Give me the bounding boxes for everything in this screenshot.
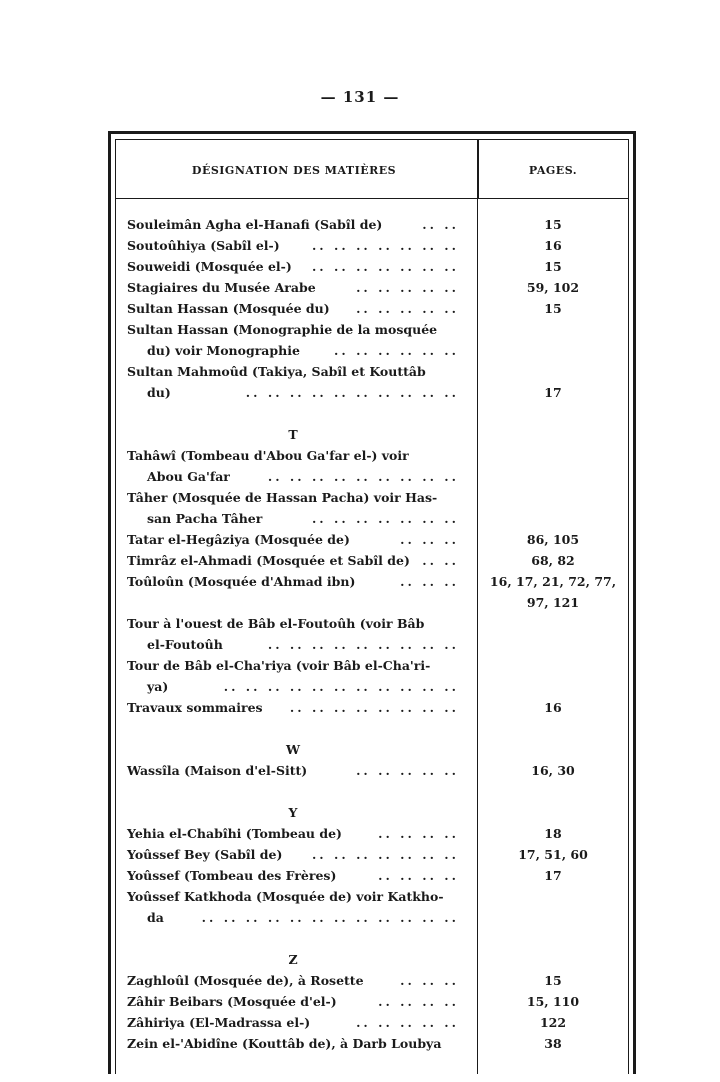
- page-reference: 16, 17, 21, 72, 77,: [489, 574, 617, 589]
- page-reference: 59, 102: [526, 280, 580, 295]
- entry-text: Timrâz el-Ahmadi (Mosquée et Sabîl de): [127, 553, 410, 568]
- dot-leader: .. .. .. .. .. .. .. .. ..: [267, 637, 459, 652]
- index-entry: [127, 235, 459, 256]
- spacer-row: [127, 718, 459, 739]
- dot-leader: .. .. .. .. .. .. .. .. .. ..: [245, 385, 459, 400]
- page-reference: [478, 886, 628, 907]
- entry-text: Yoûssef (Tombeau des Frères): [127, 868, 337, 883]
- entry-text: Tahâwî (Tombeau d'Abou Ga'far el-) voir: [127, 448, 409, 463]
- page-reference: 15: [544, 973, 562, 988]
- entry-text: du) voir Monographie: [147, 343, 300, 358]
- entry-text: el-Foutoûh: [147, 637, 223, 652]
- section-letter: [127, 802, 459, 823]
- entry-text: Zein el-'Abidîne (Kouttâb de), à Darb Loubya: [127, 1036, 442, 1051]
- section-letter-text: W: [285, 742, 301, 757]
- dot-leader: .. ..: [422, 553, 459, 568]
- page-reference: [478, 424, 628, 445]
- dot-leader: .. .. ..: [400, 574, 459, 589]
- index-entry: [127, 466, 459, 487]
- section-letter-text: Y: [288, 805, 298, 820]
- page-reference: [478, 802, 628, 823]
- entry-text: Tour de Bâb el-Cha'riya (voir Bâb el-Cha'ri-: [127, 658, 431, 673]
- page-reference: 68, 82: [531, 553, 575, 568]
- index-entry: [127, 361, 459, 382]
- entry-text: Stagiaires du Musée Arabe: [127, 280, 316, 295]
- entry-text: Yehia el-Chabîhi (Tombeau de): [127, 826, 342, 841]
- index-entry: [127, 340, 459, 361]
- dot-leader: .. .. .. ..: [378, 868, 459, 883]
- index-entry: [127, 655, 459, 676]
- section-letter-text: Z: [288, 952, 298, 967]
- index-entry: [127, 508, 459, 529]
- index-entry: [127, 613, 459, 634]
- index-entry: [127, 592, 459, 613]
- entry-text: Soutoûhiya (Sabîl el-): [127, 238, 280, 253]
- dot-leader: .. ..: [422, 217, 459, 232]
- entry-text: Wassîla (Maison d'el-Sitt): [127, 763, 308, 778]
- index-entry: [127, 445, 459, 466]
- page-reference: 38: [544, 1036, 562, 1051]
- page-reference: [478, 466, 628, 487]
- page-reference: [478, 508, 628, 529]
- entry-text: Sultan Mahmoûd (Takiya, Sabîl et Kouttâb: [127, 364, 426, 379]
- index-entry: [127, 256, 459, 277]
- column-header-designation: DÉSIGNATION DES MATIÈRES: [191, 164, 397, 177]
- page-reference: [478, 907, 628, 928]
- page-reference: [478, 928, 628, 949]
- page-reference: [478, 487, 628, 508]
- page-reference: 15: [544, 301, 562, 316]
- entry-text: du): [147, 385, 171, 400]
- page-reference: 17, 51, 60: [518, 847, 588, 862]
- section-letter: [127, 424, 459, 445]
- page-reference: [478, 613, 628, 634]
- page-reference: 17: [544, 385, 562, 400]
- dot-leader: .. .. .. .. ..: [356, 1015, 459, 1030]
- page-reference: [478, 340, 628, 361]
- dot-leader: .. .. .. .. .. .. .. .. .. .. ..: [223, 679, 459, 694]
- entry-text: Zâhiriya (El-Madrassa el-): [127, 1015, 311, 1030]
- index-entry: [127, 529, 459, 550]
- index-entry: [127, 487, 459, 508]
- page-reference: [478, 718, 628, 739]
- page-reference: 15, 110: [526, 994, 580, 1009]
- entry-text: Yoûssef Bey (Sabîl de): [127, 847, 283, 862]
- index-entry: [127, 214, 459, 235]
- entry-text: Tâher (Mosquée de Hassan Pacha) voir Has-: [127, 490, 438, 505]
- index-entry: [127, 697, 459, 718]
- page-reference: [478, 361, 628, 382]
- index-entry: [127, 550, 459, 571]
- index-entry: [127, 277, 459, 298]
- entry-text: Tour à l'ouest de Bâb el-Foutoûh (voir Bâb: [127, 616, 425, 631]
- index-entry: [127, 886, 459, 907]
- page-reference: [478, 739, 628, 760]
- entry-text: Toûloûn (Mosquée d'Ahmad ibn): [127, 574, 356, 589]
- dot-leader: .. .. .. .. .. .. .. .. ..: [267, 469, 459, 484]
- entry-text: Tatar el-Hegâziya (Mosquée de): [127, 532, 350, 547]
- header-bottom-rule: [115, 198, 629, 199]
- section-letter: [127, 739, 459, 760]
- table-inner-top-rule: [115, 139, 629, 140]
- page-reference: 16: [544, 238, 562, 253]
- entry-text: Sultan Hassan (Mosquée du): [127, 301, 330, 316]
- dot-leader: .. .. .. ..: [378, 826, 459, 841]
- index-entry: [127, 970, 459, 991]
- page-reference: 122: [539, 1015, 567, 1030]
- dot-leader: .. .. .. .. ..: [356, 280, 459, 295]
- page-reference: [478, 949, 628, 970]
- dot-leader: .. .. ..: [400, 973, 459, 988]
- dot-leader: .. .. .. .. ..: [356, 301, 459, 316]
- index-entry: [127, 298, 459, 319]
- entry-text: da: [147, 910, 164, 925]
- spacer-row: [127, 403, 459, 424]
- index-entry: [127, 823, 459, 844]
- table-inner-left-rule: [115, 139, 116, 1074]
- page-reference: [478, 676, 628, 697]
- dot-leader: .. .. .. .. .. .. ..: [311, 238, 459, 253]
- dot-leader: .. .. ..: [400, 532, 459, 547]
- dot-leader: .. .. .. .. .. ..: [334, 343, 459, 358]
- entry-text: Souleimân Agha el-Hanafi (Sabîl de): [127, 217, 383, 232]
- page-reference: 86, 105: [526, 532, 580, 547]
- index-entry: [127, 907, 459, 928]
- entry-text: san Pacha Tâher: [147, 511, 263, 526]
- spacer-row: [127, 928, 459, 949]
- spacer-row: [127, 781, 459, 802]
- page-reference: 16: [544, 700, 562, 715]
- page-reference: 17: [544, 868, 562, 883]
- index-entry: [127, 382, 459, 403]
- page-reference: [478, 655, 628, 676]
- index-entry: [127, 844, 459, 865]
- dot-leader: .. .. .. ..: [378, 994, 459, 1009]
- page-reference: 15: [544, 217, 562, 232]
- index-entry: [127, 319, 459, 340]
- page-reference: [478, 634, 628, 655]
- page-reference: [478, 445, 628, 466]
- entry-text: ya): [147, 679, 169, 694]
- index-entry: [127, 991, 459, 1012]
- index-entry: [127, 760, 459, 781]
- page-reference: [478, 403, 628, 424]
- page-reference: [478, 781, 628, 802]
- page-reference: 18: [544, 826, 562, 841]
- page-number: — 131 —: [320, 88, 400, 106]
- dot-leader: .. .. .. .. ..: [356, 763, 459, 778]
- section-letter-text: T: [288, 427, 298, 442]
- entry-text: Abou Ga'far: [147, 469, 230, 484]
- dot-leader: .. .. .. .. .. .. ..: [311, 847, 459, 862]
- page-reference: 97, 121: [526, 595, 580, 610]
- page-reference: 16, 30: [531, 763, 575, 778]
- column-header-pages: PAGES.: [528, 164, 578, 177]
- section-letter: [127, 949, 459, 970]
- index-entry: [127, 676, 459, 697]
- index-entry: [127, 634, 459, 655]
- dot-leader: .. .. .. .. .. .. ..: [311, 511, 459, 526]
- index-entry: [127, 1012, 459, 1033]
- index-entry: [127, 571, 459, 592]
- entry-text: Zaghloûl (Mosquée de), à Rosette: [127, 973, 364, 988]
- page-references: [478, 214, 628, 1054]
- page-reference: [478, 319, 628, 340]
- table-inner-right-rule: [628, 139, 629, 1074]
- entry-text: Yoûssef Katkhoda (Mosquée de) voir Katkho-: [127, 889, 444, 904]
- index-entry: [127, 865, 459, 886]
- index-entries: [127, 214, 459, 1054]
- dot-leader: .. .. .. .. .. .. .. ..: [289, 700, 459, 715]
- entry-text: Souweidi (Mosquée el-): [127, 259, 292, 274]
- entry-text: Travaux sommaires: [127, 700, 263, 715]
- index-entry: [127, 1033, 459, 1054]
- page-reference: 15: [544, 259, 562, 274]
- dot-leader: .. .. .. .. .. .. ..: [311, 259, 459, 274]
- entry-text: Zâhir Beibars (Mosquée d'el-): [127, 994, 337, 1009]
- entry-text: Sultan Hassan (Monographie de la mosquée: [127, 322, 438, 337]
- dot-leader: .. .. .. .. .. .. .. .. .. .. .. ..: [201, 910, 459, 925]
